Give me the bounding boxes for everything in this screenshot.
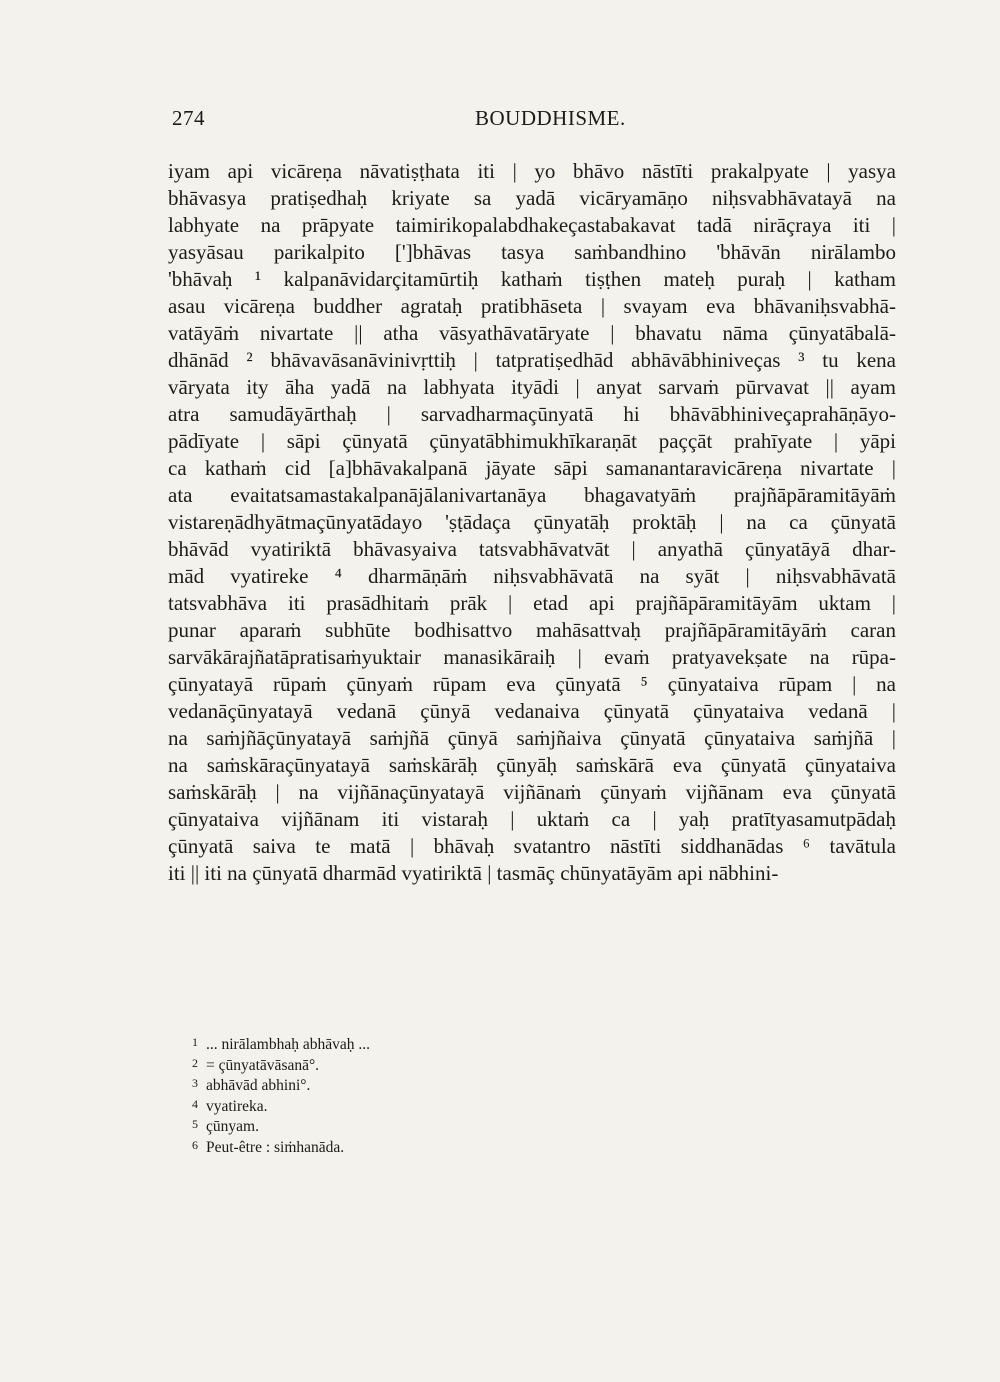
- text-line: na saṁskāraçūnyatayā saṁskārāḥ çūnyāḥ saṁskārā eva çūnyatā çūnyataiva: [168, 753, 896, 777]
- footnote-text: abhāvād abhini°.: [206, 1077, 311, 1094]
- text-line: sarvākārajñatāpratisaṁyuktair manasikāraiḥ | evaṁ pratyavekṣate na rūpa-: [168, 645, 896, 669]
- text-line: dhānād ² bhāvavāsanāvinivṛttiḥ | tatpratiṣedhād abhāvābhiniveças ³ tu kena: [168, 348, 896, 372]
- text-line: vāryata ity āha yadā na labhyata ityādi | anyat sarvaṁ pūrvavat || ayam: [168, 375, 896, 399]
- text-line: çūnyatā saiva te matā | bhāvaḥ svatantro nāstīti siddhanādas ⁶ tavātula: [168, 834, 896, 858]
- text-line: çūnyataiva vijñānam iti vistaraḥ | uktaṁ ca | yaḥ pratītyasamutpādaḥ: [168, 807, 896, 831]
- body-text: [168, 158, 896, 887]
- running-title: BOUDDHISME.: [475, 106, 626, 130]
- page-number: 274: [172, 106, 205, 130]
- footnote-marker: 6: [192, 1137, 198, 1152]
- footnote: [192, 1114, 612, 1135]
- footnotes: [192, 1032, 612, 1155]
- footnote: [192, 1094, 612, 1115]
- text-line: çūnyatayā rūpaṁ çūnyaṁ rūpam eva çūnyatā ⁵ çūnyataiva rūpam | na: [168, 672, 896, 696]
- footnote: [192, 1073, 612, 1094]
- text-line: mād vyatireke ⁴ dharmāṇāṁ niḥsvabhāvatā na syāt | niḥsvabhāvatā: [168, 564, 896, 588]
- footnote-marker: 3: [192, 1076, 198, 1090]
- text-line: ata evaitatsamastakalpanājālanivartanāya bhagavatyāṁ prajñāpāramitāyāṁ: [168, 483, 896, 507]
- footnote: [192, 1135, 612, 1156]
- text-line: yasyāsau parikalpito [']bhāvas tasya saṁbandhino 'bhāvān nirālambo: [168, 240, 896, 264]
- text-line: vedanāçūnyatayā vedanā çūnyā vedanaiva çūnyatā çūnyataiva vedanā |: [168, 699, 896, 723]
- text-line: vistareṇādhyātmaçūnyatādayo 'ṣṭādaça çūnyatāḥ proktāḥ | na ca çūnyatā: [168, 510, 896, 534]
- text-line: labhyate na prāpyate taimirikopalabdhakeçastabakavat tadā nirāçraya iti |: [168, 213, 896, 237]
- text-line: atra samudāyārthaḥ | sarvadharmaçūnyatā hi bhāvābhiniveçaprahāṇāyo-: [168, 402, 896, 426]
- text-line: saṁskārāḥ | na vijñānaçūnyatayā vijñānaṁ çūnyaṁ vijñānam eva çūnyatā: [168, 780, 896, 804]
- text-line: na saṁjñāçūnyatayā saṁjñā çūnyā saṁjñaiva çūnyatā çūnyataiva saṁjñā |: [168, 726, 896, 750]
- text-line: punar aparaṁ subhūte bodhisattvo mahāsattvaḥ prajñāpāramitāyāṁ caran: [168, 618, 896, 642]
- footnote-text: vyatireka.: [206, 1097, 268, 1115]
- footnote-text: ... nirālambhaḥ abhāvaḥ ...: [206, 1036, 370, 1053]
- text-line: 'bhāvaḥ ¹ kalpanāvidarçitamūrtiḥ kathaṁ tiṣṭhen mateḥ puraḥ | katham: [168, 267, 896, 291]
- text-line: bhāvasya pratiṣedhaḥ kriyate sa yadā vicāryamāṇo niḥsvabhāvatayā na: [168, 186, 896, 210]
- footnote-marker: 4: [192, 1096, 198, 1111]
- text-line: iyam api vicāreṇa nāvatiṣṭhata iti | yo bhāvo nāstīti prakalpyate | yasya: [168, 159, 896, 183]
- footnote-marker: 2: [192, 1055, 198, 1070]
- footnote-marker: 5: [192, 1117, 198, 1131]
- text-line: ca kathaṁ cid [a]bhāvakalpanā jāyate sāpi samanantaravicāreṇa nivartate |: [168, 456, 896, 480]
- text-line: asau vicāreṇa buddher agrataḥ pratibhāseta | svayam eva bhāvaniḥsvabhā-: [168, 294, 896, 318]
- text-line: bhāvād vyatiriktā bhāvasyaiva tatsvabhāvatvāt | anyathā çūnyatāyā dhar-: [168, 537, 896, 561]
- footnote: [192, 1032, 612, 1053]
- footnote-marker: 1: [192, 1035, 198, 1049]
- text-line: iti || iti na çūnyatā dharmād vyatiriktā | tasmāç chūnyatāyām api nābhini-: [168, 861, 779, 885]
- text-line: vatāyāṁ nivartate || atha vāsyathāvatāryate | bhavatu nāma çūnyatābalā-: [168, 321, 896, 345]
- text-line: tatsvabhāva iti prasādhitaṁ prāk | etad api prajñāpāramitāyām uktam |: [168, 591, 896, 615]
- footnote-text: çūnyam.: [206, 1118, 259, 1135]
- footnote-text: Peut-être : siṁhanāda.: [206, 1138, 345, 1156]
- text-line: pādīyate | sāpi çūnyatā çūnyatābhimukhīkaraṇāt paççāt prahīyate | yāpi: [168, 429, 896, 453]
- footnote-text: = çūnyatāvāsanā°.: [206, 1056, 320, 1074]
- footnote: [192, 1053, 612, 1074]
